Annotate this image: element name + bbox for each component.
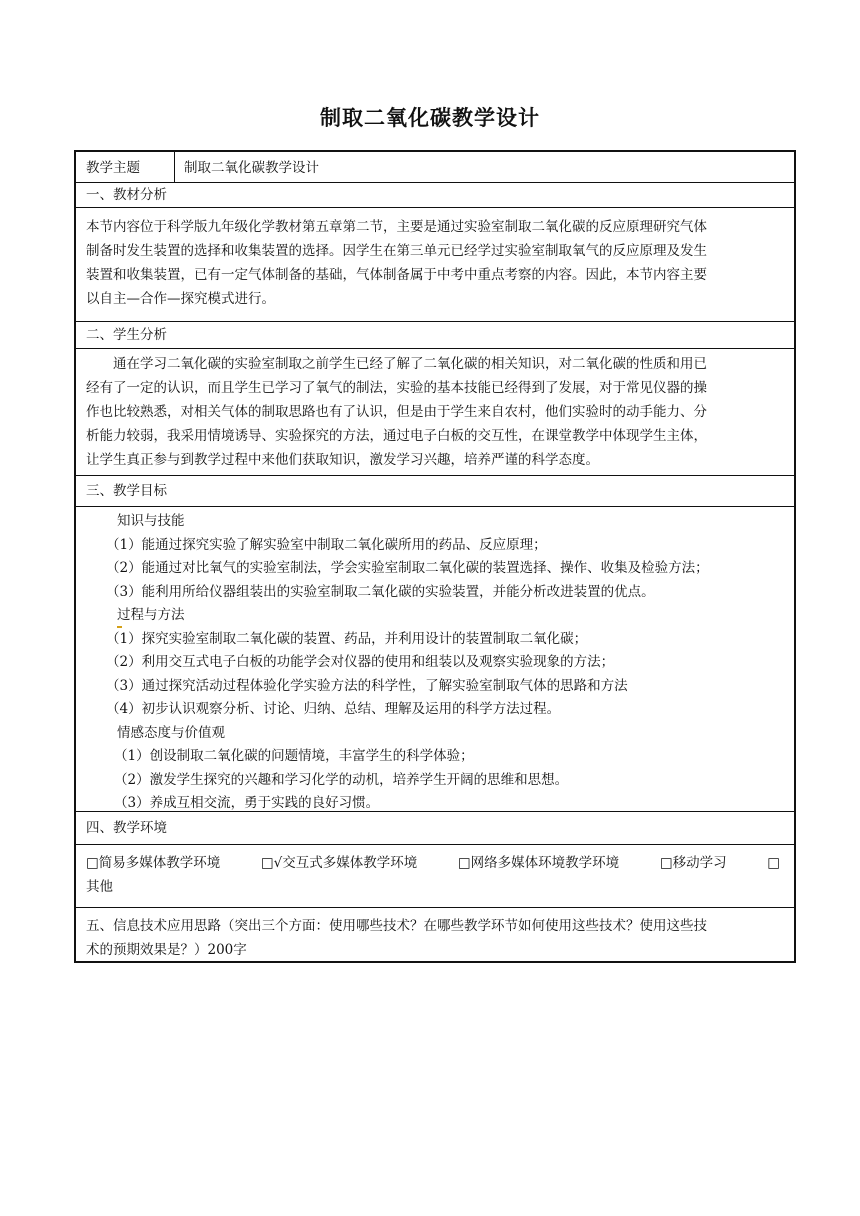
section3-heading-row (76, 476, 794, 507)
paragraph-line: 作也比较熟悉，对相关气体的制取思路也有了认识，但是由于学生来自农村，他们实验时的动手能力、分 (86, 404, 707, 420)
paragraph-line: 让学生真正参与到教学过程中来他们获取知识，激发学习兴趣，培养严谨的科学态度。 (86, 452, 599, 468)
theme-value: 制取二氧化碳教学设计 (184, 160, 319, 176)
section5-row (76, 908, 794, 963)
theme-label: 教学主题 (86, 160, 140, 176)
section3-body (76, 507, 794, 812)
document-title: 制取二氧化碳教学设计 (320, 106, 540, 130)
goal-item: （3）通过探究活动过程体验化学实验方法的科学性，了解实验室制取气体的思路和方法 (106, 677, 628, 694)
paragraph-line: 制备时发生装置的选择和收集装置的选择。因学生在第三单元已经学过实验室制取氧气的反应原理及发生 (86, 243, 707, 259)
section2-heading-row (76, 322, 794, 349)
section5-text (86, 914, 786, 962)
environment-option-list (86, 851, 786, 875)
teaching-goals (86, 510, 786, 816)
checkbox-other[interactable]: □ (767, 855, 780, 871)
environment-options (86, 851, 786, 899)
goal-item: （4）初步认识观察分析、讨论、归纳、总结、理解及运用的科学方法过程。 (106, 701, 561, 717)
goal-item: （1）能通过探究实验了解实验室中制取二氧化碳所用的药品、反应原理； (106, 536, 547, 553)
paragraph-line: 经有了一定的认识，而且学生已学习了氧气的制法，实验的基本技能已经得到了发展，对于常见仪器的操 (86, 380, 707, 396)
process-title-wrap (86, 604, 786, 628)
goal-item: （1）探究实验室制取二氧化碳的装置、药品，并利用设计的装置制取二氧化碳； (106, 630, 588, 647)
checkbox-mobile-learning[interactable]: □移动学习 (659, 855, 727, 871)
checkbox-simple-multimedia[interactable]: □简易多媒体教学环境 (86, 855, 221, 871)
section5-line: 术的预期效果是？）200字 (86, 942, 247, 958)
lesson-plan-table (74, 150, 796, 963)
emotion-title: 情感态度与价值观 (117, 724, 225, 741)
section2-body (76, 349, 794, 476)
textbook-analysis-text (86, 215, 786, 311)
goal-item: （1）创设制取二氧化碳的问题情境，丰富学生的科学体验； (114, 748, 474, 764)
goal-item: （2）利用交互式电子白板的功能学会对仪器的使用和组装以及观察实验现象的方法； (106, 654, 615, 670)
student-analysis-text (86, 352, 786, 472)
paragraph-line: 析能力较弱，我采用情境诱导、实验探究的方法，通过电子白板的交互性，在课堂教学中体现学生主体， (86, 428, 707, 444)
section1-heading-row (76, 183, 794, 208)
goal-item: （2）能通过对比氧气的实验室制法，学会实验室制取二氧化碳的装置选择、操作、收集及检验方法； (106, 560, 709, 576)
checkbox-network-multimedia[interactable]: □网络多媒体环境教学环境 (457, 855, 620, 871)
goal-item: （2）激发学生探究的兴趣和学习化学的动机，培养学生开阔的思维和思想。 (114, 771, 569, 788)
section4-heading-row (76, 812, 794, 845)
section4-heading: 四、教学环境 (86, 820, 167, 836)
section5-line: 五、信息技术应用思路（突出三个方面：使用哪些技术？在哪些教学环节如何使用这些技术？使用这些技 (86, 918, 707, 934)
goal-item: （3）能利用所给仪器组装出的实验室制取二氧化碳的实验装置，并能分析改进装置的优点。 (106, 583, 655, 600)
paragraph-line: 本节内容位于科学版九年级化学教材第五章第二节，主要是通过实验室制取二氧化碳的反应原理研究气体 (86, 219, 707, 235)
paragraph-line: 装置和收集装置，已有一定气体制备的基础，气体制备属于中考中重点考察的内容。因此，本节内容主要 (86, 267, 707, 283)
section1-heading: 一、教材分析 (86, 187, 167, 203)
checkbox-interactive-multimedia[interactable]: □√交互式多媒体教学环境 (260, 855, 418, 871)
process-title: 过程与方法 (117, 607, 185, 623)
other-label: 其他 (86, 879, 113, 895)
section2-heading: 二、学生分析 (86, 327, 167, 343)
theme-divider (174, 152, 175, 182)
knowledge-title: 知识与技能 (117, 513, 185, 529)
section3-heading: 三、教学目标 (86, 483, 167, 499)
section1-body (76, 208, 794, 322)
section4-body (76, 845, 794, 908)
goal-item: （3）养成互相交流，勇于实践的良好习惯。 (114, 795, 380, 811)
paragraph-line: 以自主—合作—探究模式进行。 (86, 291, 275, 307)
paragraph-line: 通在学习二氧化碳的实验室制取之前学生已经了解了二氧化碳的相关知识，对二氧化碳的性质和用已 (113, 356, 707, 372)
theme-row (76, 152, 794, 183)
